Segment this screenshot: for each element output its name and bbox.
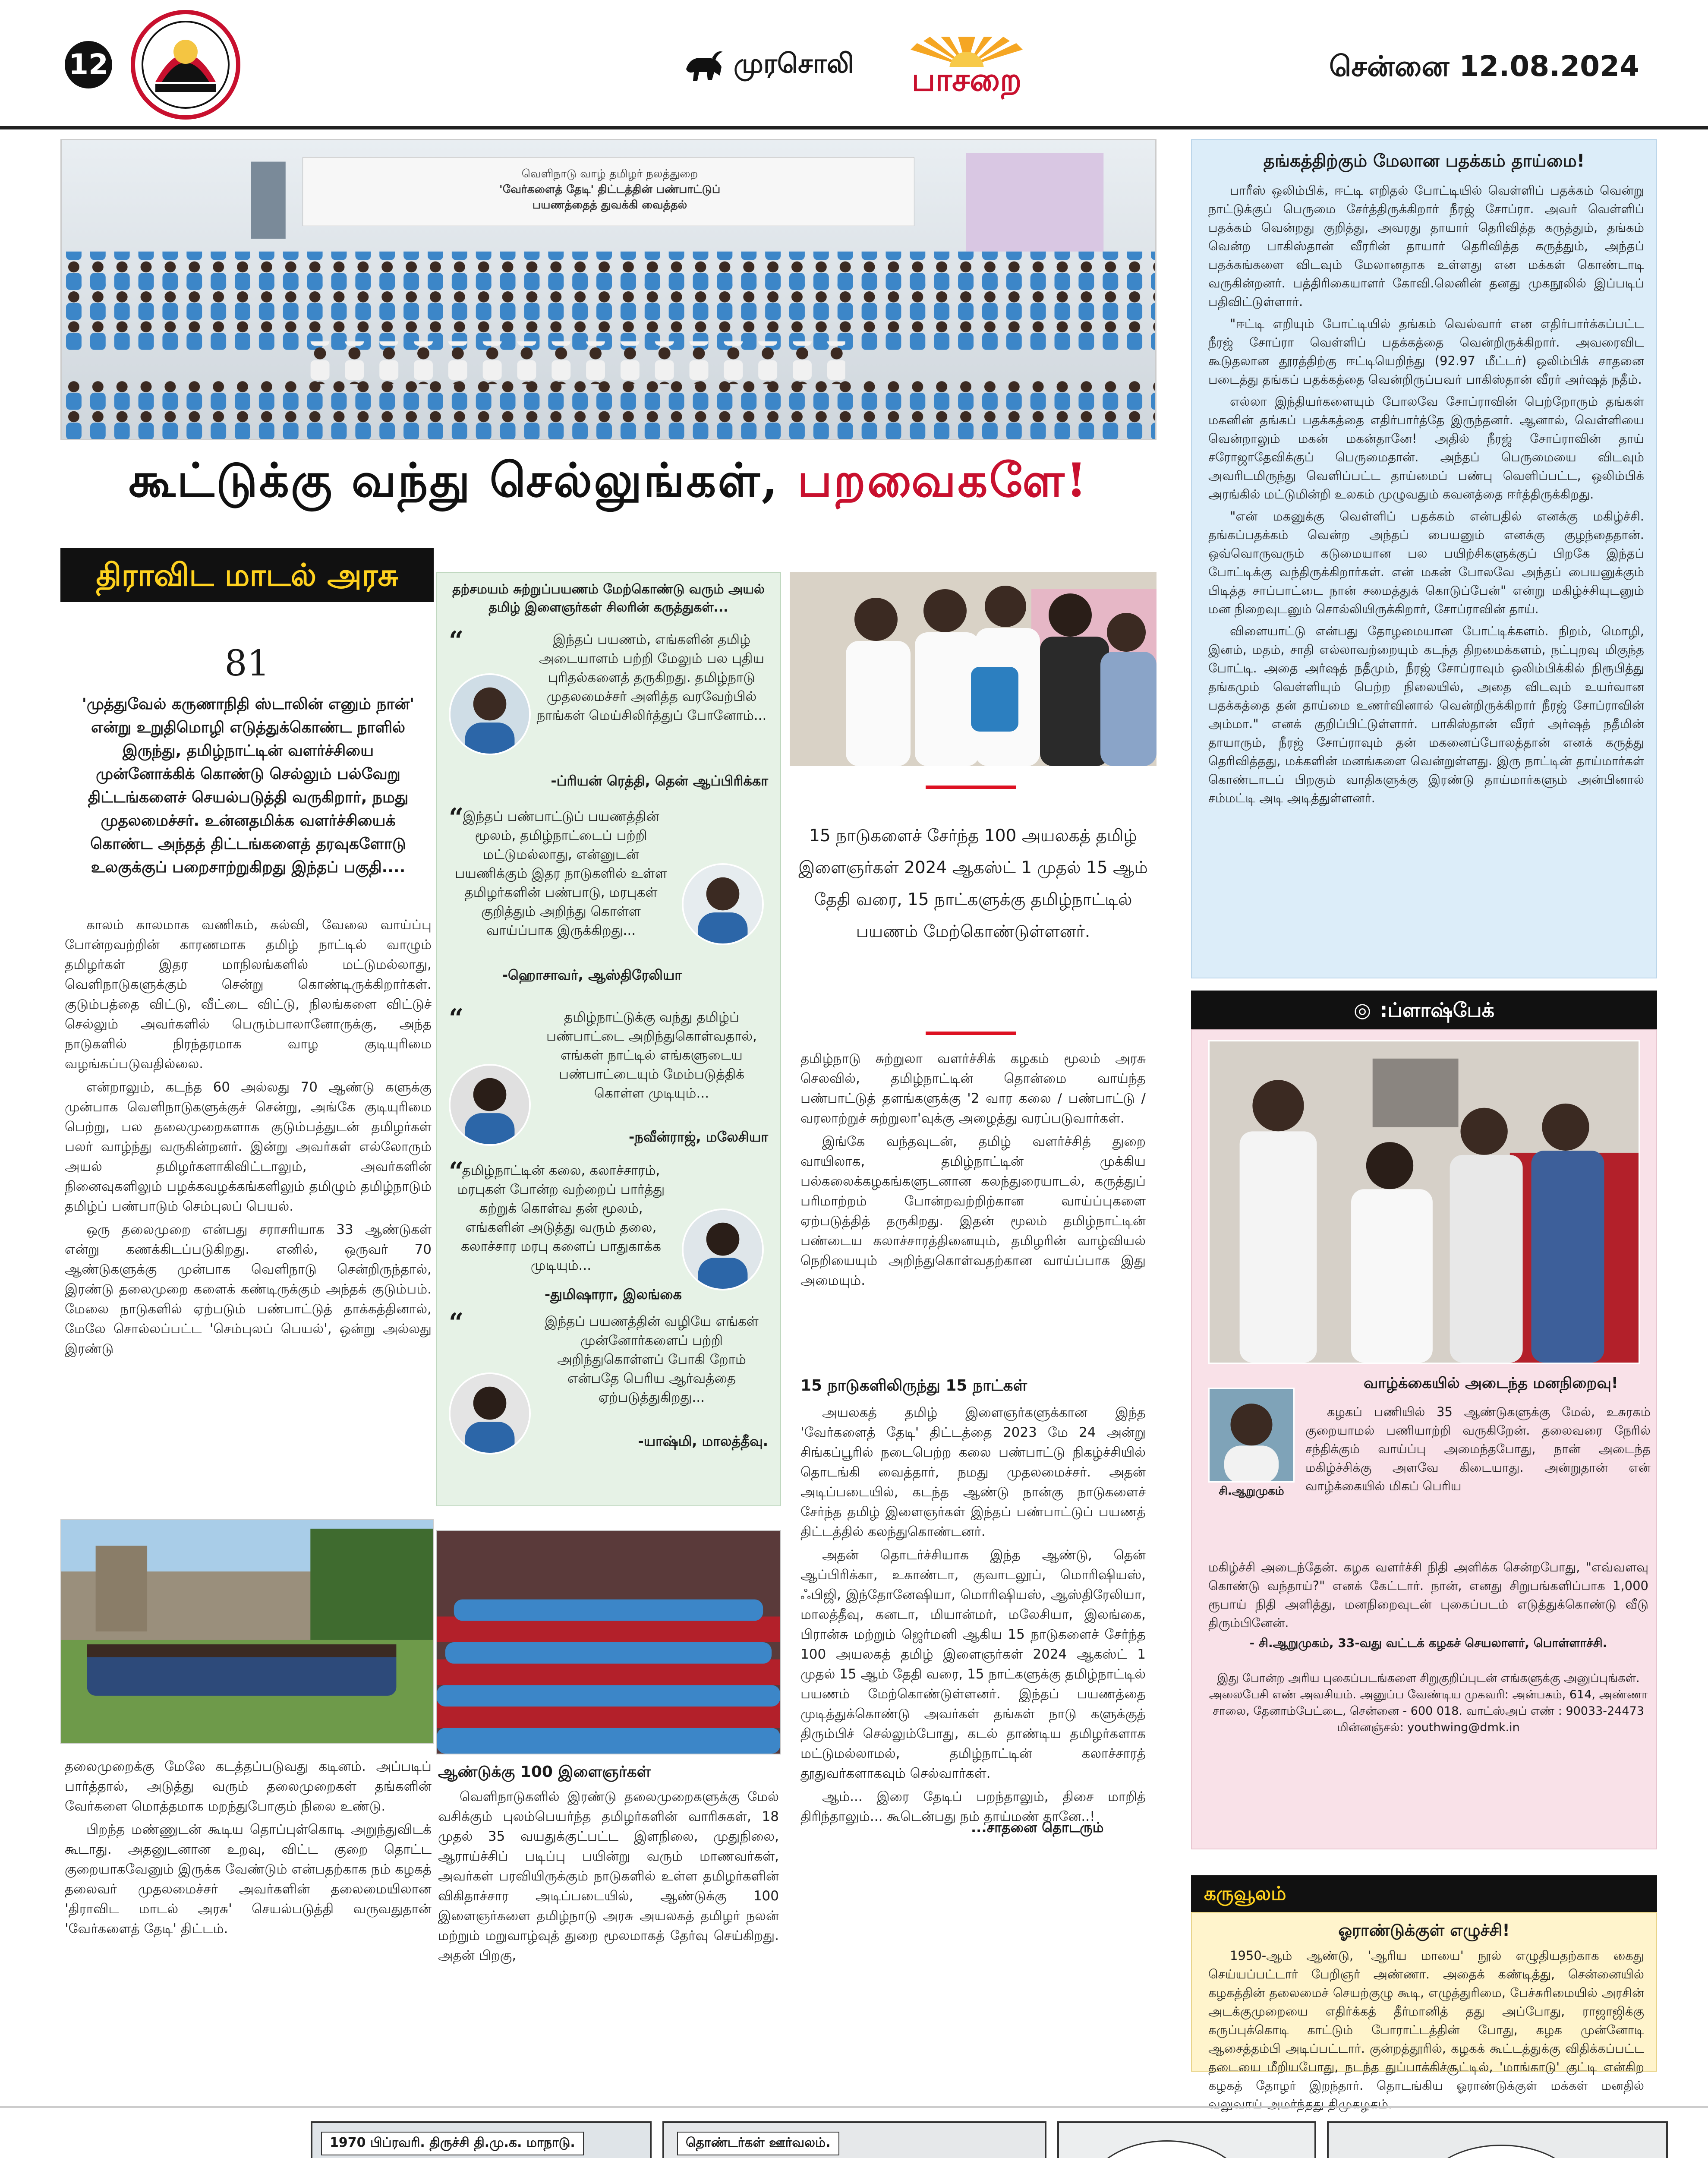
photo-banner-line1: வெளிநாடு வாழ் தமிழர் நலத்துறை [521,167,698,180]
quote-text: இந்தப் பயணத்தின் வழியே எங்கள் முன்னோர்களைப் பற்றி அறிந்துகொள்ளப் போகி றோம் என்பதே பெரிய ஆர்வத்தை ஏற்படுத்துகிறது... [545,1314,759,1405]
arumugam-name: சி.ஆறுமுகம் [1219,1485,1284,1498]
column2-paragraph: வெளிநாடுகளில் இரண்டு தலைமுறைகளுக்கு மேல் வசிக்கும் புலம்பெயர்ந்த தமிழர்களின் வாரிசுகள், 18 முதல் 35 வயதுக்குட்பட்ட இளநிலை, முதுநிலை, ஆராய்ச்சிப் படிப்பு பயின்று வரும் மாணவர்கள், அவர்கள் பரவியிருக்கும் நாடுகளில் உள்ள தமிழர்களின் விகிதாச்சார அடிப்படையில், ஆண்டுக்கு 100 இளைஞர்களை தமிழ்நாடு அரசு அயலகத் தமிழர் நலன் மற்றும் மறுவாழ்வுத் துறை மூலமாகத் தேர்வு செய்கிறது. அதன் பிறகு, [438,1789,779,1963]
gold-box-paragraph: விளையாட்டு என்பது தோழமையான போட்டிக்களம். நிறம், மொழி, இனம், மதம், சாதி எல்லாவற்றையும் கடந்த திறமைக்களம், நட்புறவு மிகுந்த போட்டி. அதை அர்ஷத் நதீமும், நீரஜ் சோப்ராவும் ஒலிம்பிக்கில் நிரூபித்து தங்கமும் வெள்ளியும் பெற்ற நிலையில், அதை விடவும் உயர்வான பதக்கத்தை தன் தாய்மை உணர்வினால் வென்றிருக்கிறார் நீரஜ் சோப்ராவின் அம்மா." எனக் குறிப்பிட்டுள்ளார். பாகிஸ்தான் வீரர் அர்ஷத் நதீமின் தாயாரும், நீரஜ் சோப்ராவும் தன் மகனைப்போலத்தான் எனக் கருத்து தெரிவித்தது, மக்களின் மனங்களை வென்றுள்ளது. இரு நாட்டின் தாய்மார்கள் கொண்டாடப் பிறகும் வாதிகளுக்கு இரண்டு தாய்மார்களும் அன்பினால் சம்மட்டி அடி அடித்துள்ளனர். [1208,624,1644,805]
quote-author: -நவீன்ராஜ், மலேசியா [629,1129,768,1145]
flashback-signature: - சி.ஆறுமுகம், 33-வது வட்டக் கழகச் செயலாளர், பொள்ளாச்சி. [1249,1636,1607,1650]
flashback-body [1305,1403,1651,1499]
red-divider [926,786,1016,789]
pasarai-logo [129,9,242,121]
quote-avatar [449,1372,531,1454]
murasoli-label: முரசொலி [734,47,854,79]
column3-paragraph: தமிழ்நாடு சுற்றுலா வளர்ச்சிக் கழகம் மூலம் அரசு செலவில், தமிழ்நாட்டின் தொன்மை வாய்ந்த பண்பாட்டுத் தளங்களுக்கு '2 வார கலை / பண்பாட்டு / வரலாற்றுச் சுற்றுலா'வுக்கு அழைத்து வரப்படுவார்கள். [800,1051,1146,1126]
group-photo [60,139,1157,440]
karuvulam-heading: கருவூலம் [1191,1875,1657,1912]
column3-paragraph: அதன் தொடர்ச்சியாக இந்த ஆண்டு, தென் ஆப்பிரிக்கா, உகாண்டா, குவாடலூப், மொரிஷியஸ், ஃபிஜி, இந்தோனேஷியா, மொரிஷியஸ், ஆஸ்திரேலியா, மாலத்தீவு, கனடா, மியான்மர், மலேசியா, இலங்கை, பிரான்சு மற்றும் ஜெர்மனி ஆகிய 15 நாடுகளைச் சேர்ந்த 100 அயலகத் தமிழ் இளைஞர்கள் 2024 ஆகஸ்ட் 1 முதல் 15 ஆம் தேதி வரை, 15 நாட்களுக்கு தமிழ்நாட்டில் பயணம் மேற்கொண்டுள்ளனர். இந்தப் பயணத்தை முடித்துக்கொண்டு அவர்கள் தங்கள் நாடு களுக்குத் திரும்பிச் செல்லும்போது, கடல் தாண்டிய தமிழர்களாக மட்டுமல்லாமல், தமிழ்நாட்டின் கலாச்சாரத் தூதுவர்களாகவும் செல்வார்கள். [800,1547,1146,1781]
gold-box-paragraph: பாரீஸ் ஒலிம்பிக், ஈட்டி எறிதல் போட்டியில் வெள்ளிப் பதக்கம் வென்று நாட்டுக்குப் பெருமை சேர்த்திருக்கிறார் நீரஜ் சோப்ரா. அவர் வெள்ளிப் பதக்கம் வென்றது குறித்து, அவரது தாயார் தெரிவித்த கருத்தும், தங்கம் வென்ற பாகிஸ்தான் வீரரின் தாயார் தெரிவித்த கருத்தும், அந்தப் பதக்கங்களை விடவும் மேலானதாக உள்ளது என மக்கள் கொண்டாடி வருகின்றனர். பத்திரிகையாளர் கோவி.லெனின் தனது முகநூலில் இப்படிப் பதிவிட்டுள்ளார். [1208,183,1644,309]
headline-part2: பறவைகளே! [797,453,1088,508]
quote-mark-icon: “ [449,1157,464,1187]
column1-paragraph: ஒரு தலைமுறை என்பது சராசரியாக 33 ஆண்டுகள் என்று கணக்கிடப்படுகிறது. எனில், ஒருவர் 70 ஆண்டுகளுக்கு முன்பாக வெளிநாடு சென்றிருந்தால், இரண்டு தலைமுறை களைக் கண்டிருக்கும் அந்தக் குடும்பம். மேலை நாடுகளில் ஏற்படும் பண்பாட்டுத் தாக்கத்தினால், மேலே சொல்லப்பட்ட 'செம்புலப் பெயல்', ஒன்று அல்லது இரண்டு [65,1222,432,1357]
quote-item [449,1003,768,1145]
flashback-submission-note: இது போன்ற அரிய புகைப்படங்களை சிறுகுறிப்புடன் எங்களுக்கு அனுப்புங்கள். அலைபேசி எண் அவசியம். அனுப்ப வேண்டிய முகவரி: அன்பகம், 614, அண்ணா சாலை, தேனாம்பேட்டை, சென்னை - 600 018. வாட்ஸ்அப் எண் : 90033-24473 மின்னஞ்சல்: youthwing@dmk.in [1209,1672,1648,1734]
column1-body [65,915,432,1362]
pasarai-title: பாசறை [911,61,1022,98]
main-headline [60,453,1157,509]
column3-body-continued [800,1403,1146,1830]
quote-item [449,803,768,983]
chief-minister-photo [790,572,1157,766]
gold-box-paragraph: "என் மகனுக்கு வெள்ளிப் பதக்கம் என்பதில் எனக்கு மகிழ்ச்சி. தங்கப்பதக்கம் வென்ற அந்தப் பையனும் எனக்கு குழந்தைதான். ஒவ்வொருவரும் கடுமையான பல பயிற்சிகளுக்குப் பிறகே இந்தப் போட்டிக்கு வந்திருக்கிறார்கள். என் மகன் போலவே அந்தப் பையனுக்கும் பிடித்த சாப்பாட்டை நான் சமைத்துக் கொடுப்பேன்" என்று மகிழ்ச்சியுடனும் மன நிறைவுடனும் சொல்லியிருக்கிறார், சோப்ராவின் தாய். [1208,509,1644,616]
section-title: திராவிட மாடல் அரசு [60,548,434,602]
quote-author: -ப்ரியன் ரெத்தி, தென் ஆப்பிரிக்கா [551,773,768,789]
column1-paragraph: தலைமுறைக்கு மேலே கடத்தப்படுவது கடினம். அப்படிப் பார்த்தால், அடுத்து வரும் தலைமுறைகள் தங்களின் வேர்களை மொத்தமாக மறந்துபோகும் நிலை உண்டு. [65,1759,432,1814]
quote-item [449,1308,768,1449]
quote-mark-icon: “ [449,803,464,833]
gold-box-paragraph: "ஈட்டி எறியும் போட்டியில் தங்கம் வெல்வார் என எதிர்பார்க்கப்பட்ட நீரஜ் சோப்ரா வெள்ளிப் பதக்கத்தை வென்றிருக்கிறார். அவரைவிட கூடுதலான தூரத்திற்கு ஈட்டியெறிந்து (92.97 மீட்டர்) ஒலிம்பிக் சாதனை படைத்து தங்கப் பதக்கத்தை வென்றிருப்பவர் பாகிஸ்தான் வீரர் அர்ஷத் நதீம். [1208,316,1644,387]
quote-author: -யாஷ்மி, மாலத்தீவு. [638,1433,768,1449]
column3-paragraph: அயலகத் தமிழ் இளைஞர்களுக்கான இந்த 'வேர்களைத் தேடி' திட்டத்தை 2023 மே 24 அன்று சிங்கப்பூரில் நடைபெற்ற கலை பண்பாட்டு நிகழ்ச்சியில் தொடங்கி வைத்தார், நமது முதலமைச்சர். அதன் அடிப்படையில், கடந்த ஆண்டு நான்கு நாடுகளைச் சேர்ந்த தமிழ் இளைஞர்கள் இந்தப் பண்பாட்டுப் பயணத் திட்டத்தில் கலந்துகொண்டனர். [800,1405,1146,1540]
photo-banner-line2: 'வேர்களைத் தேடி' திட்டத்தின் பண்பாட்டுப் [499,183,721,196]
flashback-paragraph: கழகப் பணியில் 35 ஆண்டுகளுக்கு மேல், உசுரகம் குறையாமல் பணியாற்றி வருகிறேன். தலைவரை நேரில் சந்திக்கும் வாய்ப்பு அமைந்தபோது, நான் அடைந்த மகிழ்ச்சிக்கு அளவே கிடையாது. அன்றுதான் என் வாழ்க்கையில் மிகப் பெரிய [1305,1404,1651,1493]
quote-author: -ஹொசாவர், ஆஸ்திரேலியா [502,967,682,983]
gold-box-title: தங்கத்திற்கும் மேலான பதக்கம் தாய்மை! [1263,151,1585,171]
red-divider [926,1032,1016,1035]
quote-avatar [449,673,531,755]
column3-paragraph: இங்கே வந்தவுடன், தமிழ் வளர்ச்சித் துறை வாயிலாக, தமிழ்நாட்டின் முக்கிய பல்கலைக்கழகங்களுடனான கலந்துரையாடல், கருத்துப் பரிமாற்றம் போன்றவற்றிற்கான வாய்ப்புகளை ஏற்படுத்தித் தருகிறது. இதன் மூலம் தமிழ்நாட்டின் பண்டைய கலாச்சாரத்தினையும், தமிழரின் வாழ்வியல் நெறியையும் அறிந்துகொள்வதற்கான வாய்ப்பாக இது அமையும். [800,1134,1146,1288]
photo-banner-text [321,166,899,213]
dateline: சென்னை 12.08.2024 [1329,50,1639,83]
quote-text: தமிழ்நாட்டின் கலை, கலாச்சாரம், மரபுகள் போன்ற வற்றைப் பார்த்து கற்றுக் கொள்வ தன் மூலம், எங்களின் அடுத்து வரும் தலை, கலாச்சார மரபு களைப் பாதுகாக்க முடியும்... [457,1163,665,1273]
page-header [0,0,1708,129]
bull-emblem-icon [682,45,725,84]
quote-item [449,626,768,789]
gold-box-body [1208,181,1644,811]
flashback-caption: வாழ்க்கையில் அடைந்த மனநிறைவு! [1364,1375,1618,1392]
quote-mark-icon: “ [449,1003,464,1034]
flashback-paragraph: மகிழ்ச்சி அடைந்தேன். கழக வளர்ச்சி நிதி அளிக்க சென்றபோது, "எவ்வளவு கொண்டு வந்தாய்?" எனக் கேட்டார். நான், எனது சிறுபங்களிப்பாக 1,000 ரூபாய் நிதி அளித்து, மனநிறைவுடன் புகைப்படம் எடுத்துக்கொண்டு வீடு திரும்பினேன். [1208,1560,1648,1630]
karuvulam-subheading: ஓராண்டுக்குள் எழுச்சி! [1338,1921,1510,1940]
column3-body [800,1049,1146,1294]
panel2-caption: தொண்டர்கள் ஊர்வலம். [677,2132,839,2155]
tour-group-photo [60,1519,434,1744]
continued-label: ...சாதனை தொடரும் [971,1819,1104,1836]
highlight-text: 15 நாடுகளைச் சேர்ந்த 100 அயலகத் தமிழ் இளைஞர்கள் 2024 ஆகஸ்ட் 1 முதல் 15 ஆம் தேதி வரை, 15 நாட்களுக்கு தமிழ்நாட்டில் பயணம் மேற்கொண்டுள்ளனர். [798,826,1148,941]
quotes-heading: தற்சமயம் சுற்றுப்பயணம் மேற்கொண்டு வரும் அயல் தமிழ் இளைஞர்கள் சிலரின் கருத்துகள்... [452,582,765,615]
flashback-body-continued [1208,1558,1648,1636]
flashback-heading-label: :ப்ளாஷ்பேக் [1380,998,1495,1022]
subheading-15-countries: 15 நாடுகளிலிருந்து 15 நாட்கள் [800,1377,1027,1394]
quote-text: இந்தப் பயணம், எங்களின் தமிழ் அடையாளம் பற்றி மேலும் பல புதிய புரிதல்களைத் தருகிறது. தமிழ்நாடு முதலமைச்சர் அளித்த வரவேற்பில் நாங்கள் மெய்சிலிர்த்துப் போனோம்... [536,632,767,723]
karuvulam-paragraph: 1950-ஆம் ஆண்டு, 'ஆரிய மாயை' நூல் எழுதியதற்காக கைது செய்யப்பட்டார் பேறிஞர் அண்ணா. அதைக் கண்டித்து, சென்னையில் கழகத்தின் தலைமைச் செயற்குழு கூடி, எழுத்துரிமை, பேச்சுரிமையில் அரசின் அடக்குமுறையை எதிர்க்கத் தீர்மானித் தது அப்போது, ராஜாஜிக்கு கருப்புக்கொடி காட்டும் போராட்டத்தின் போது, கழக முன்னோடி ஆசைத்தம்பி அடிப்பட்டார். குன்றத்தூரில், கழகக் கூட்டத்துக்கு விதிக்கப்பட்ட தடையை மீறியபோது, நடந்த துப்பாக்கிச்சூட்டில், 'மாங்காடு' குட்டி என்கிற கழகத் தோழர் இறந்தார். தொடங்கிய ஓராண்டுக்குள் மக்கள் மனதில் வலுவாய் அமர்ந்தது திமுகழகம். [1208,1948,1645,2111]
gold-box-paragraph: எல்லா இந்தியர்களையும் போலவே சோப்ராவின் பெற்றோரும் தங்கள் மகனின் தங்கப் பதக்கத்தை எதிர்பார்த்தே இருந்தனர். ஆனால், வெள்ளியை வென்றாலும் மகன் மகன்தானே! அதில் நீரஜ் சோப்ராவின் தாய் சரோஜாதேவிக்குப் பெருமைதான். அந்தப் பெருமையை விடவும் அவரிடமிருந்து வெளிப்பட்ட தாய்மைப் பண்பு வெளிப்பட்ட, ஒலிம்பிக் அரங்கில் மட்டுமின்றி உலகம் முழுவதும் கவனத்தை ஈர்த்திருக்கிறது. [1208,394,1644,502]
quote-text: இந்தப் பண்பாட்டுப் பயணத்தின் மூலம், தமிழ்நாட்டைப் பற்றி மட்டுமல்லாது, என்னுடன் பயணிக்கும் இதர நாடுகளில் உள்ள தமிழர்களின் பண்பாடு, மரபுகள் குறித்தும் அறிந்து கொள்ள வாய்ப்பாக இருக்கிறது... [455,809,667,938]
column1-paragraph: பிறந்த மண்ணுடன் கூடிய தொப்புள்கொடி அறுந்துவிடக் கூடாது. அதனுடனான உறவு, விட்ட குறை தொட்ட குறையாகவேனும் இருக்க வேண்டும் என்பதற்காக நம் கழகத் தலைவர் முதலமைச்சர் அவர்களின் தலைமையிலான 'திராவிட மாடல் அரசு' செயல்படுத்தி வருவதுதான் 'வேர்களைத் தேடி' திட்டம். [65,1822,432,1937]
column2-body [438,1787,779,1969]
quote-mark-icon: “ [449,1308,464,1338]
pasarai-masthead [876,37,1057,97]
panel1-caption: 1970 பிப்ரவரி. திருச்சி தி.மு.க. மாநாடு. [321,2132,584,2155]
camera-icon: ◎ [1353,998,1371,1022]
auditorium-photo [436,1530,781,1754]
column1-paragraph: காலம் காலமாக வணிகம், கல்வி, வேலை வாய்ப்பு போன்றவற்றின் காரணமாக தமிழ் நாட்டில் வாழும் தமிழர்கள் இதர மாநிலங்களில் மட்டுமல்லாது, வெளிநாடுகளுக்கும் சென்று கொண்டிருக்கிறார்கள். குடும்பத்தை விட்டு, வீட்டை விட்டு, நிலங்களை விட்டுச் செல்லும் அவர்களில் பெரும்பாலானோருக்கு, அந்த நாடுகளில் நிரந்தரமாக வாழ குடியுரிமை வழங்கப்படுவதில்லை. [65,917,432,1072]
comic-panel-1 [311,2121,652,2158]
quote-mark-icon: “ [449,626,464,656]
photo-banner-line3: பயணத்தைத் துவக்கி வைத்தல் [532,199,687,211]
comic-panel-2 [662,2121,1046,2158]
arumugam-photo [1208,1388,1295,1483]
quote-avatar [682,863,764,945]
flashback-photo [1208,1040,1640,1364]
headline-part1: கூட்டுக்கு வந்து செல்லுங்கள், [129,453,797,508]
karuvulam-body [1208,1947,1644,2117]
column1-paragraph: என்றாலும், கடந்த 60 அல்லது 70 ஆண்டு களுக்கு முன்பாக வெளிநாடுகளுக்குச் சென்று, அங்கே குடியுரிமை பெற்று, பல தலைமுறைகளாக குடும்பத்துடன் தமிழர்கள் பலர் வாழ்ந்து வருகின்றனர். இன்று அவர்கள் எல்லோரும் அயல் தமிழர்களாகிவிட்டாலும், அவர்களின் நினைவுகளிலும் பழக்கவழக்கங்களிலும் தமிழும் தமிழ்நாடும் தமிழ்ப் பண்பாடும் செம்புலப் பெயல். [65,1079,432,1214]
series-number: 81 [224,643,270,684]
page-number: 12 [65,41,112,88]
column3-paragraph: ஆம்... இரை தேடிப் பறந்தாலும், திசை மாறித் திரிந்தாலும்... கூடென்பது நம் தாய்மண் தானே..! [800,1789,1146,1824]
quote-avatar [449,1064,531,1146]
comic-panel-3 [1057,2121,1316,2158]
column1-body-continued [65,1757,432,1942]
quote-author: -துமிஷாரா, இலங்கை [544,1286,682,1303]
quote-item [449,1157,768,1303]
comic-panel-4 [1327,2121,1668,2158]
subheading-100-youths: ஆண்டுக்கு 100 இளைஞர்கள் [438,1763,651,1781]
section-intro: 'முத்துவேல் கருணாநிதி ஸ்டாலின் எனும் நான்' என்று உறுதிமொழி எடுத்துக்கொண்ட நாளில் இருந்து, தமிழ்நாட்டின் வளர்ச்சியை முன்னோக்கிக் கொண்டு செல்லும் பல்வேறு திட்டங்களைச் செயல்படுத்தி வருகிறார், நமது முதலமைச்சர். உன்னதமிக்க வளர்ச்சியைக் கொண்ட அந்தத் திட்டங்களைத் தரவுகளோடு உலகுக்குப் பறைசாற்றுகிறது இந்தப் பகுதி.... [82,695,415,876]
quote-text: தமிழ்நாட்டுக்கு வந்து தமிழ்ப் பண்பாட்டை அறிந்துகொள்வதால், எங்கள் நாட்டில் எங்களுடைய பண்பாட்டையும் மேம்படுத்திக் கொள்ள முடியும்... [546,1010,757,1101]
quote-avatar [682,1208,764,1290]
flashback-heading [1191,991,1657,1029]
